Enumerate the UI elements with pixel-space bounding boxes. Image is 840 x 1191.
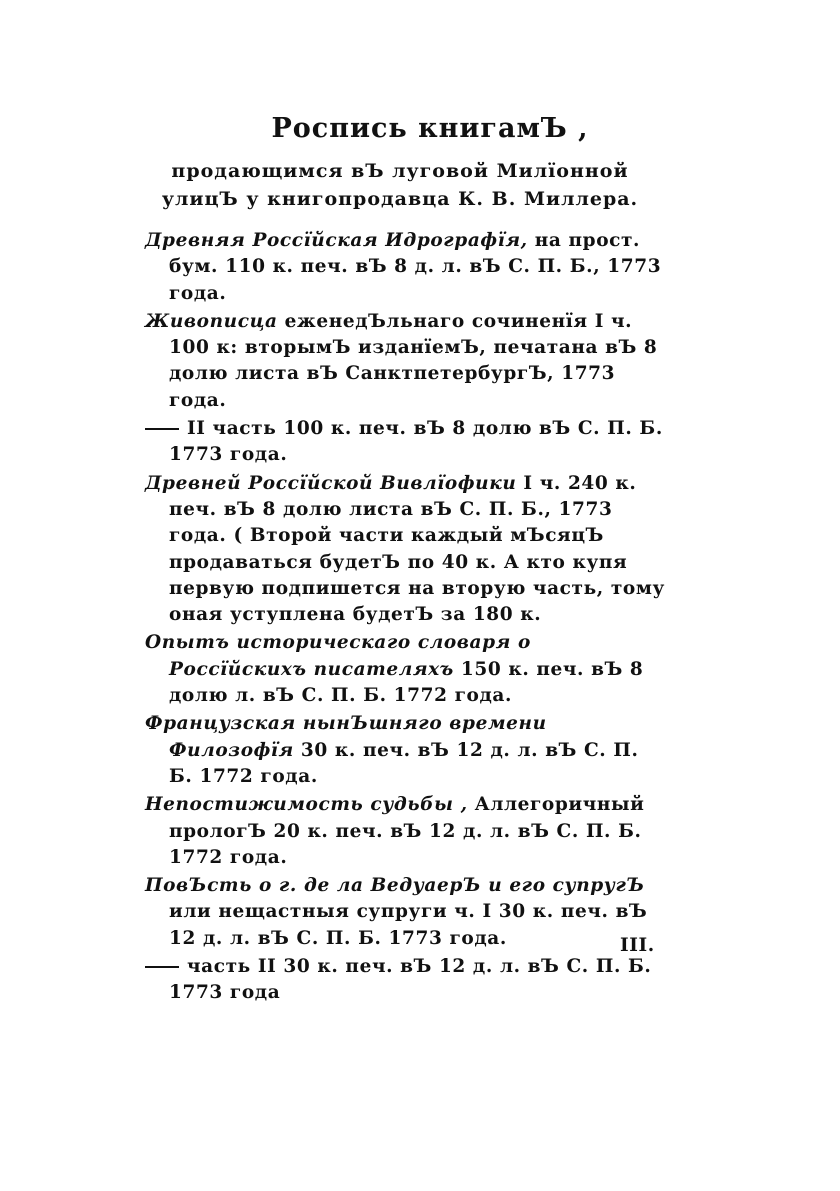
book-details: или нещастныя супруги ч. I 30 к. печ. вЪ 12 д. л. вЪ С. П. Б. 1773 года.: [169, 901, 648, 949]
book-details: I ч. 240 к. печ. вЪ 8 долю листа вЪ С. П. Б., 1773 года. ( Второй части каждый мЪсяцЪ продаваться будетЪ по 40 к. А кто купя первую подпишется на вторую часть, тому оная уступлена будетЪ за 180 к.: [169, 472, 665, 626]
book-entry: [145, 471, 665, 629]
book-title: Французская нынЪшняго времени Филозофїя: [145, 713, 547, 761]
book-title: Непостижимость судьбы ,: [145, 794, 468, 816]
book-details: Аллегоричный прологЪ 20 к. печ. вЪ 12 д. л. вЪ С. П. Б. 1772 года.: [169, 794, 645, 868]
book-entry: [145, 873, 665, 952]
book-details: еженедЪльнаго сочиненїя I ч. 100 к: вторымЪ изданїемЪ, печатана вЪ 8 долю листа вЪ СанктпетербургЪ, 1773 года.: [169, 310, 658, 411]
book-entry: [145, 228, 665, 307]
book-title: Древняя Россїйская Идрографїя,: [145, 230, 528, 251]
ditto-dash: [145, 966, 179, 968]
book-details: 150 к. печ. вЪ 8 долю л. вЪ С. П. Б. 1772 года.: [169, 658, 644, 707]
book-entry: [145, 954, 665, 1007]
book-details: 30 к. печ. вЪ 12 д. л. вЪ С. П. Б. 1772 года.: [169, 739, 639, 787]
book-details: часть II 30 к. печ. вЪ 12 д. л. вЪ С. П. Б. 1773 года: [169, 956, 652, 1004]
book-entry: [145, 416, 665, 469]
page-subtitle-line-2: улицЪ у книгопродавца К. В. Миллера.: [161, 188, 639, 210]
book-entry: [145, 630, 665, 709]
page-title: Роспись книгамЪ ,: [271, 113, 589, 144]
catchword: III.: [620, 935, 655, 956]
book-entry: [145, 711, 665, 790]
book-entry: [145, 309, 665, 414]
page-subtitle-line-1: продающимся вЪ луговой Милїонной: [171, 160, 629, 182]
book-title: Опытъ историческаго словаря о Россїйскихъ писателяхъ: [145, 632, 531, 680]
book-title: ПовЪсть о г. де ла ВедуаерЪ и его супругЪ: [145, 875, 645, 897]
book-details: на прост. бум. 110 к. печ. вЪ 8 д. л. вЪ С. П. Б., 1773 года.: [169, 230, 662, 304]
ditto-dash: [145, 428, 179, 430]
book-details: II часть 100 к. печ. вЪ 8 долю вЪ С. П. Б. 1773 года.: [169, 418, 663, 466]
book-title: Живописца: [145, 310, 278, 332]
book-list: [145, 228, 665, 1009]
book-title: Древней Россїйской Вивлїофики: [145, 472, 517, 494]
book-entry: [145, 792, 665, 871]
